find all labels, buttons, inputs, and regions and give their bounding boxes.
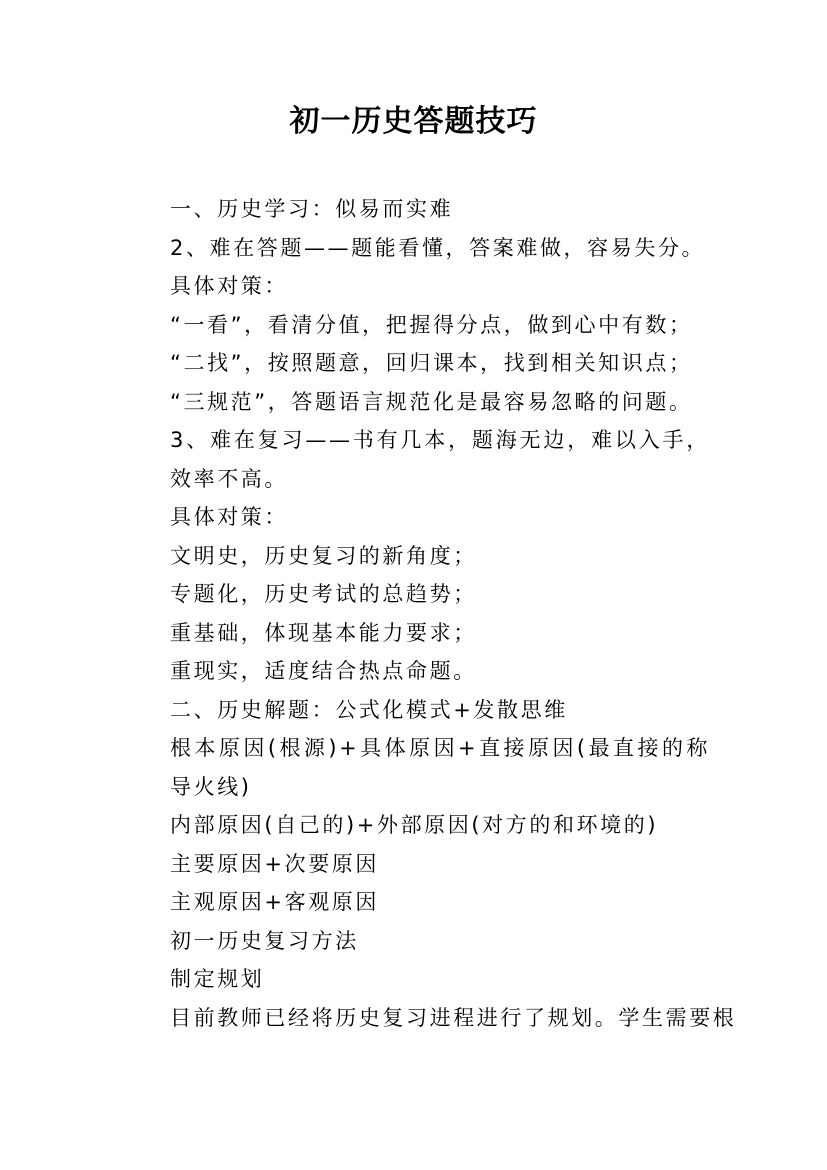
paragraph: 主要原因+次要原因: [170, 851, 379, 876]
document-title: 初一历史答题技巧: [289, 104, 538, 139]
paragraph: 重基础，体现基本能力要求；: [170, 620, 477, 645]
paragraph: 制定规划: [170, 967, 265, 991]
section-heading: 二、历史解题：公式化模式+发散思维: [170, 697, 568, 722]
paragraph: 3、难在复习——书有几本，题海无边，难以入手，效率不高。: [170, 428, 710, 491]
paragraph: 主观原因+客观原因: [170, 890, 379, 914]
paragraph: 目前教师已经将历史复习进程进行了规划。学生需要根: [170, 1005, 737, 1030]
paragraph: “二找”，按照题意，回归课本，找到相关知识点；: [170, 351, 693, 375]
paragraph: 2、难在答题——题能看懂，答案难做，容易失分。: [170, 235, 706, 260]
paragraph: 具体对策：: [170, 274, 288, 298]
paragraph: 重现实，适度结合热点命题。: [170, 659, 477, 683]
paragraph: “三规范”，答题语言规范化是最容易忽略的问题。: [170, 389, 693, 414]
document-body: [118, 190, 737, 1037]
paragraph: “一看”，看清分值，把握得分点，做到心中有数；: [170, 312, 693, 337]
paragraph: 专题化，历史考试的总趋势；: [170, 582, 477, 606]
paragraph: 根本原因(根源)+具体原因+直接原因(最直接的称导火线): [170, 736, 710, 799]
paragraph: 具体对策：: [170, 505, 288, 529]
paragraph: 文明史，历史复习的新角度；: [170, 543, 477, 568]
paragraph: 内部原因(自己的)+外部原因(对方的和环境的): [170, 813, 659, 837]
paragraph: 初一历史复习方法: [170, 928, 359, 953]
section-heading: 一、历史学习：似易而实难: [170, 197, 454, 221]
